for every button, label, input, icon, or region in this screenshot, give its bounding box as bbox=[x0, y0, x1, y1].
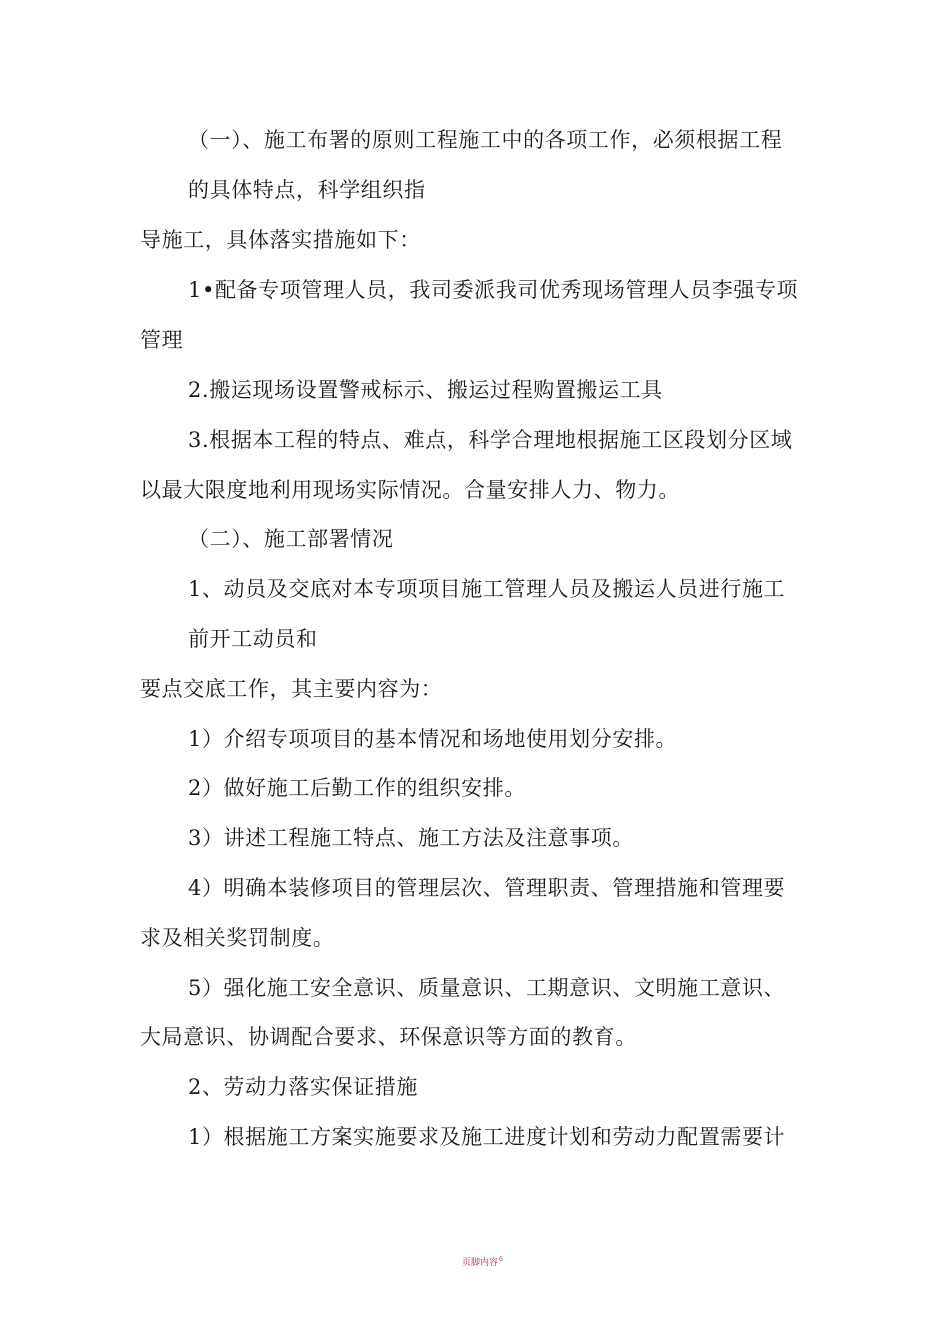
text-line-6: 2.搬运现场设置警戒标示、搬运过程购置搬运工具 bbox=[188, 378, 663, 402]
page-number: 6 bbox=[499, 1256, 503, 1263]
text-line-9: （二）、施工部署情况 bbox=[188, 527, 394, 551]
footer-text: 页脚内容 bbox=[462, 1258, 499, 1268]
text-line-10: 1、动员及交底对本专项项目施工管理人员及搬运人员进行施工 bbox=[188, 577, 786, 601]
text-line-14: 2）做好施工后勤工作的组织安排。 bbox=[188, 776, 526, 800]
text-line-13: 1）介绍专项项目的基本情况和场地使用划分安排。 bbox=[188, 727, 678, 751]
text-line-17: 求及相关奖罚制度。 bbox=[140, 926, 335, 950]
text-line-16: 4）明确本装修项目的管理层次、管理职责、管理措施和管理要 bbox=[188, 876, 786, 900]
text-line-2: 的具体特点，科学组织指 bbox=[188, 178, 426, 202]
text-line-8: 以最大限度地利用现场实际情况。合量安排人力、物力。 bbox=[140, 478, 680, 502]
text-line-18: 5）强化施工安全意识、质量意识、工期意识、文明施工意识、 bbox=[188, 976, 786, 1000]
text-line-5: 管理 bbox=[140, 328, 184, 352]
text-line-15: 3）讲述工程施工特点、施工方法及注意事项。 bbox=[188, 826, 634, 850]
text-line-1: （一）、施工布署的原则工程施工中的各项工作，必须根据工程 bbox=[188, 128, 783, 152]
text-line-4: 1•配备专项管理人员，我司委派我司优秀现场管理人员李强专项 bbox=[188, 278, 799, 302]
text-line-3: 导施工，具体落实措施如下： bbox=[140, 228, 421, 252]
text-line-12: 要点交底工作，其主要内容为： bbox=[140, 677, 443, 701]
text-line-11: 前开工动员和 bbox=[188, 627, 318, 651]
text-line-20: 2、劳动力落实保证措施 bbox=[188, 1075, 418, 1099]
text-line-7: 3.根据本工程的特点、难点，科学合理地根据施工区段划分区域 bbox=[188, 428, 793, 452]
page-footer bbox=[462, 1254, 503, 1269]
text-line-19: 大局意识、协调配合要求、环保意识等方面的教育。 bbox=[140, 1025, 637, 1049]
text-line-21: 1）根据施工方案实施要求及施工进度计划和劳动力配置需要计 bbox=[188, 1125, 786, 1149]
